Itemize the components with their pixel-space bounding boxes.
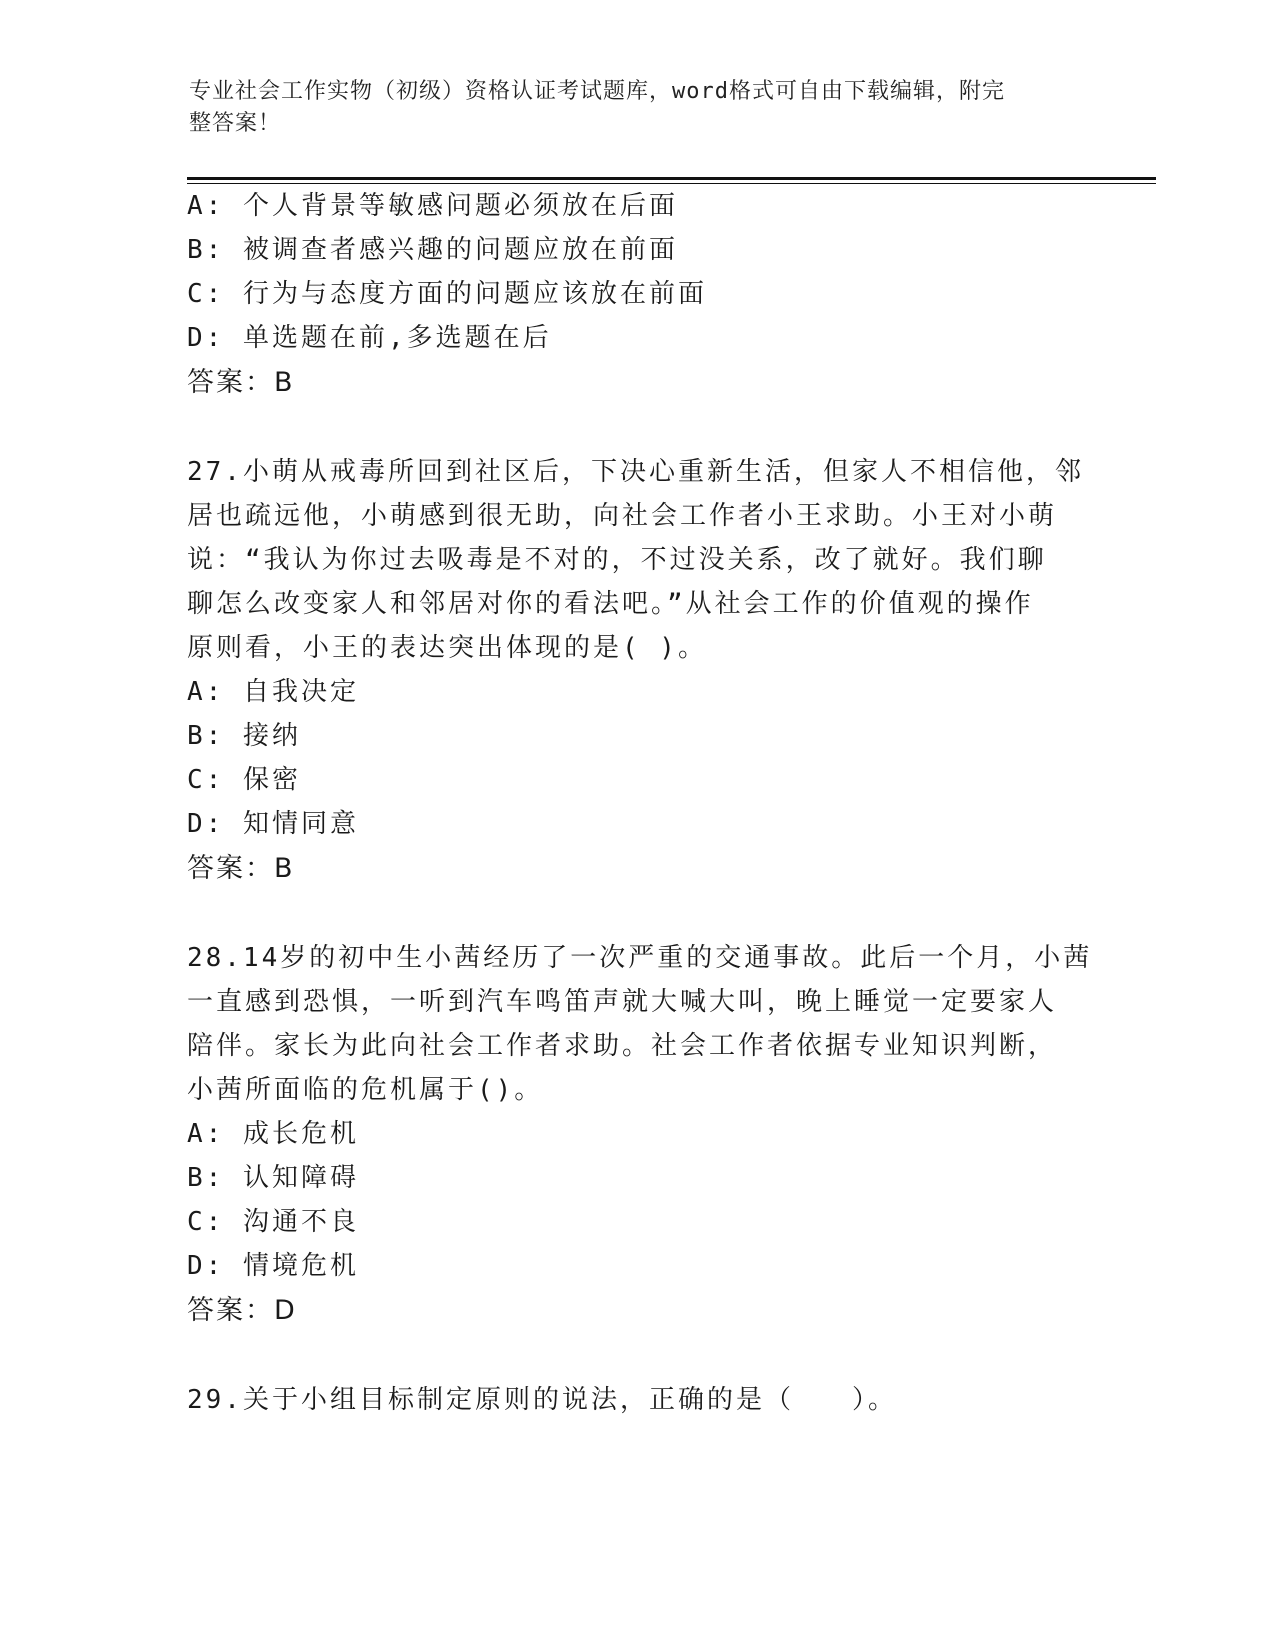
q28-option-d: D: 情境危机: [187, 1251, 359, 1281]
q27-option-c: C: 保密: [187, 765, 301, 795]
q28-stem-line-4: 小茜所面临的危机属于()。: [187, 1075, 544, 1105]
q28-option-c: C: 沟通不良: [187, 1207, 359, 1237]
q26-answer: 答案：B: [187, 367, 295, 398]
q26-option-a: A: 个人背景等敏感问题必须放在后面: [187, 191, 678, 221]
header-line-2: 整答案！: [189, 111, 282, 136]
q27-stem-line-3: 说：“我认为你过去吸毒是不对的，不过没关系，改了就好。我们聊: [187, 545, 1047, 575]
q28-option-b: B: 认知障碍: [187, 1163, 359, 1193]
header-rule-thick: [187, 177, 1156, 180]
q28-stem-line-2: 一直感到恐惧，一听到汽车鸣笛声就大喊大叫，晚上睡觉一定要家人: [187, 987, 1058, 1017]
q27-stem-line-2: 居也疏远他，小萌感到很无助，向社会工作者小王求助。小王对小萌: [187, 501, 1058, 531]
q27-answer: 答案：B: [187, 853, 295, 884]
q27-stem-line-1: 27.小萌从戒毒所回到社区后，下决心重新生活，但家人不相信他，邻: [187, 457, 1084, 487]
q27-option-b: B: 接纳: [187, 721, 301, 751]
header-rule-thin: [187, 183, 1156, 184]
header-line-1: 专业社会工作实物（初级）资格认证考试题库，word格式可自由下载编辑，附完: [189, 79, 1005, 104]
q27-stem-line-4: 聊怎么改变家人和邻居对你的看法吧。”从社会工作的价值观的操作: [187, 589, 1034, 619]
q26-option-c: C: 行为与态度方面的问题应该放在前面: [187, 279, 707, 309]
q26-option-b: B: 被调查者感兴趣的问题应放在前面: [187, 235, 678, 265]
q28-answer: 答案：D: [187, 1295, 297, 1326]
page-header: [189, 76, 1079, 140]
q27-stem-line-5: 原则看，小王的表达突出体现的是( )。: [187, 633, 707, 663]
q26-option-d: D: 单选题在前,多选题在后: [187, 323, 552, 353]
q28-option-a: A: 成长危机: [187, 1119, 359, 1149]
q28-stem-line-3: 陪伴。家长为此向社会工作者求助。社会工作者依据专业知识判断，: [187, 1031, 1058, 1061]
q29-stem-line-1: 29.关于小组目标制定原则的说法，正确的是（ ）。: [187, 1385, 897, 1415]
q28-stem-line-1: 28.14岁的初中生小茜经历了一次严重的交通事故。此后一个月，小茜: [187, 943, 1093, 973]
q27-option-a: A: 自我决定: [187, 677, 359, 707]
q27-option-d: D: 知情同意: [187, 809, 359, 839]
